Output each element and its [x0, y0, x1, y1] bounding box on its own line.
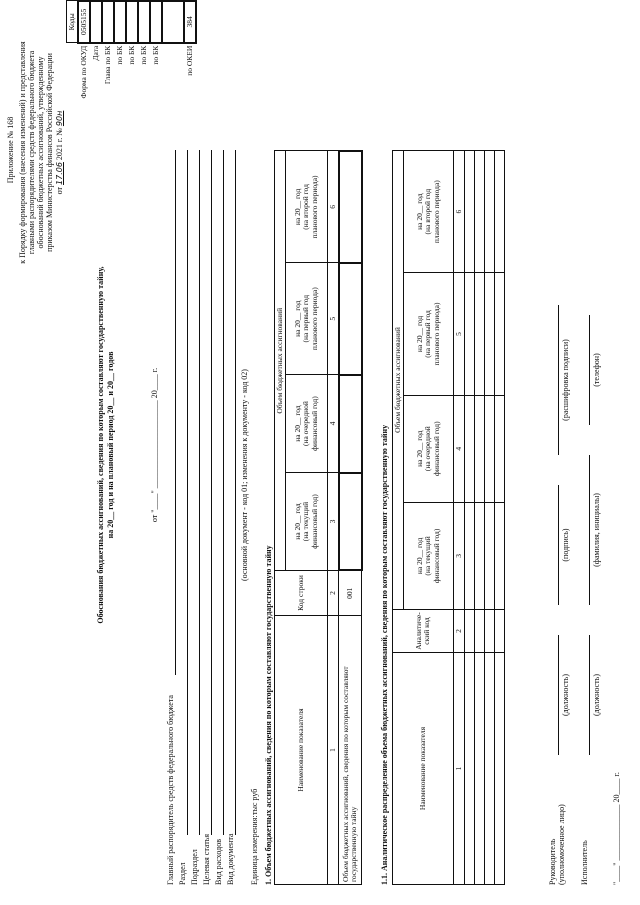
appendix-line-4: приказом Министерства финансов Российской Федерации	[45, 53, 54, 252]
codes-label: по БК	[126, 45, 136, 65]
head-position-caption: (должность)	[561, 674, 570, 716]
s11-num: 4	[454, 395, 465, 502]
codes-value	[114, 1, 126, 43]
codes-value	[90, 1, 102, 43]
appendix-date-day: 17.06	[55, 162, 64, 185]
head-decryption-caption: (расшифровка подписи)	[561, 339, 570, 421]
codes-label: по БК	[150, 45, 160, 65]
codes-value	[138, 1, 150, 43]
field-doc-type: Вид документа	[226, 833, 235, 885]
codes-value	[102, 1, 114, 43]
s1-row-label: Объем бюджетных ассигнований, сведения по которым составляют государственную тайну	[339, 616, 362, 885]
codes-label	[162, 43, 184, 120]
s1-num: 1	[328, 616, 339, 885]
section11-title: 1.1. Аналитическое распределение объема бюджетных ассигнований, сведения по которым составляют государственную тайну	[380, 424, 389, 885]
appendix-line-3: обоснований бюджетных ассигнований, утвержденному	[36, 56, 45, 249]
s1-num: 3	[328, 473, 339, 571]
doc-title-line2: на 20__ год и на плановый период 20__ и 20__ годов	[106, 351, 115, 539]
s1-num: 6	[328, 151, 339, 263]
s11-col-y2: на 20__ год (на очередной финансовый год)	[404, 395, 454, 502]
s1-num: 5	[328, 263, 339, 375]
head-label: Руководитель (уполномоченное лицо)	[548, 804, 566, 885]
doc-title-line1: Обоснования бюджетных ассигнований, сведения по которым составляют государственную тайну,	[96, 266, 105, 624]
codes-value: 384	[184, 1, 196, 43]
codes-value	[150, 1, 162, 43]
codes-value	[162, 1, 184, 43]
s1-cell	[339, 473, 362, 571]
appendix-title: Приложение № 168	[6, 116, 15, 184]
field-section: Раздел	[178, 862, 187, 885]
s1-col-name: Наименование показателя	[275, 616, 328, 885]
codes-header: Коды	[67, 1, 79, 43]
unit-label: Единица измерения:	[250, 815, 259, 885]
unit-value: тыс руб	[250, 788, 259, 815]
s1-row-code: 001	[339, 571, 362, 616]
doc-type-note: (основной документ - код 01; изменения к документу - код 02)	[240, 369, 249, 581]
sign-date: "____" ______________ 20____ г.	[612, 772, 621, 885]
s1-cell	[339, 263, 362, 375]
s1-col-y4: на 20__ год (на второй год планового периода)	[286, 151, 328, 263]
executor-label: Исполнитель	[580, 840, 589, 885]
field-expense-type: Вид расходов	[214, 839, 223, 885]
executor-phone-caption: (телефон)	[592, 353, 601, 387]
codes-label: по БК	[138, 45, 148, 65]
s1-col-y1: на 20__ год (на текущий финансовый год)	[286, 473, 328, 571]
codes-value: 0505155	[78, 1, 90, 43]
s11-row	[485, 151, 495, 885]
appendix-number: 90н	[55, 110, 64, 127]
s11-col-y3: на 20__ год (на первый год планового периода)	[404, 273, 454, 395]
s11-col-y1: на 20__ год (на текущий финансовый год)	[404, 502, 454, 609]
s11-num: 2	[454, 610, 465, 653]
s11-group-header: Объем бюджетных ассигнований	[393, 151, 404, 610]
s1-col-code: Код строки	[275, 571, 328, 616]
codes-label: Глава по БК	[102, 45, 112, 85]
codes-label: Дата	[90, 45, 100, 61]
s11-row	[495, 151, 505, 885]
s11-num: 3	[454, 502, 465, 609]
appendix-line-1: к Порядку формирования (внесения изменений) и представления	[18, 41, 27, 264]
s1-col-y2: на 20__ год (на очередной финансовый год)	[286, 375, 328, 473]
field-main-distributor: Главный распорядитель средств федерального бюджета	[166, 695, 175, 885]
s11-num: 1	[454, 653, 465, 885]
s1-col-y3: на 20__ год (на первый год планового периода)	[286, 263, 328, 375]
executor-fio-caption: (фамилия, инициалы)	[592, 493, 601, 567]
s1-cell	[339, 375, 362, 473]
s1-cell	[339, 151, 362, 263]
s11-col-code: Аналитиче- ский код	[393, 610, 454, 653]
s11-row	[475, 151, 485, 885]
s11-row	[465, 151, 475, 885]
head-signature-caption: (подпись)	[561, 528, 570, 562]
appendix-line-2: главными распорядителями средств федерального бюджета	[27, 50, 36, 255]
s11-col-name: Наименование показателя	[393, 653, 454, 885]
codes-label: по БК	[114, 45, 124, 65]
s1-num: 2	[328, 571, 339, 616]
doc-date-line: от "____" ______________________ 20____ г.	[150, 367, 159, 523]
section11-table	[392, 150, 505, 885]
s11-col-y4: на 20__ год (на второй год планового периода)	[404, 151, 454, 273]
section1-title: 1. Объем бюджетных ассигнований, сведения по которым составляют государственную тайну	[264, 545, 273, 885]
codes-table	[66, 0, 197, 120]
field-subsection: Подраздел	[190, 849, 199, 885]
s1-num: 4	[328, 375, 339, 473]
codes-label: по ОКЕИ	[184, 45, 194, 76]
codes-label: Форма по ОКУД	[78, 45, 88, 99]
section1-table	[274, 150, 363, 885]
field-target-article: Целевая статья	[202, 833, 211, 885]
s11-num: 6	[454, 151, 465, 273]
codes-value	[126, 1, 138, 43]
executor-position-caption: (должность)	[592, 674, 601, 716]
s11-num: 5	[454, 273, 465, 395]
appendix-date: от 17.06 2021 г. № 90н	[55, 110, 64, 195]
s1-group-header: Объем бюджетных ассигнований	[275, 151, 286, 571]
